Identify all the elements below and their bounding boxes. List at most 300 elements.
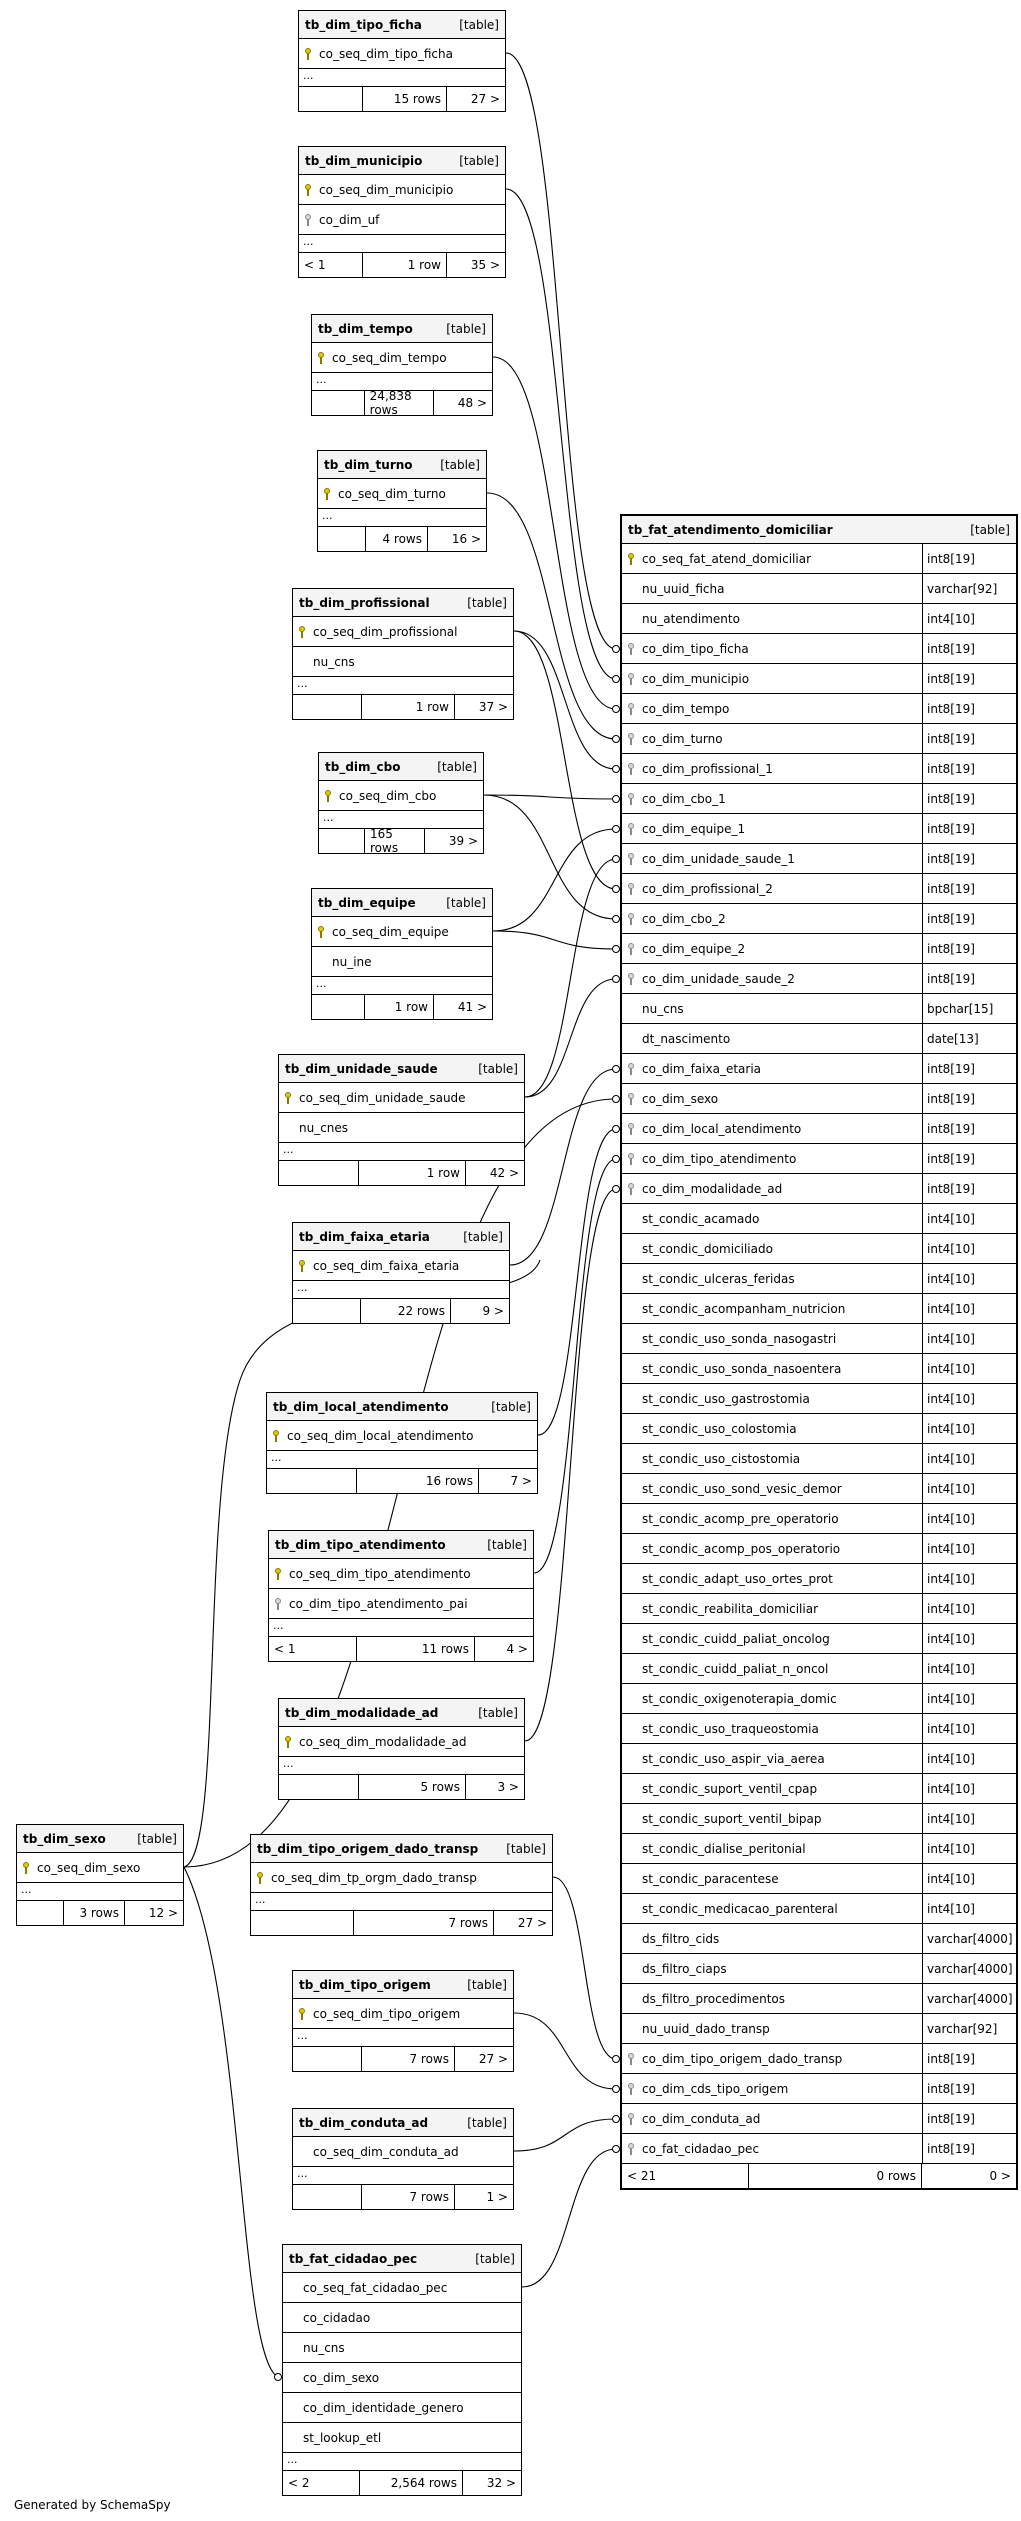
column-type: int8[19] bbox=[922, 2134, 1016, 2163]
children-count[interactable]: 1 > bbox=[486, 2190, 508, 2204]
table-tb_dim_profissional[interactable] bbox=[292, 588, 514, 720]
column-name: co_dim_faixa_etaria bbox=[642, 1061, 762, 1076]
column-name: st_condic_cuidd_paliat_oncolog bbox=[642, 1631, 830, 1646]
row-count[interactable]: 1 row bbox=[362, 695, 455, 719]
column-row[interactable] bbox=[293, 647, 513, 677]
column-row[interactable] bbox=[622, 2134, 1016, 2164]
column-row[interactable] bbox=[622, 1354, 1016, 1384]
more-columns-ellipsis: ... bbox=[299, 235, 505, 253]
column-name: co_dim_municipio bbox=[642, 671, 750, 686]
column-row[interactable] bbox=[622, 814, 1016, 844]
column-row[interactable] bbox=[622, 724, 1016, 754]
table-footer bbox=[293, 2185, 513, 2209]
children-count[interactable]: 7 > bbox=[510, 1474, 532, 1488]
column-name: dt_nascimento bbox=[642, 1031, 731, 1046]
column-name: co_dim_uf bbox=[319, 212, 380, 227]
table-tb_dim_cbo[interactable] bbox=[318, 752, 484, 854]
column-row[interactable] bbox=[622, 1414, 1016, 1444]
row-count[interactable]: 1 row bbox=[359, 1161, 466, 1185]
column-name: co_dim_cbo_2 bbox=[642, 911, 726, 926]
parents-count[interactable] bbox=[279, 1775, 359, 1799]
children-count[interactable]: 37 > bbox=[478, 700, 508, 714]
column-row[interactable] bbox=[312, 947, 492, 977]
column-row[interactable] bbox=[622, 1084, 1016, 1114]
row-count[interactable]: 165 rows bbox=[365, 829, 425, 853]
column-row[interactable] bbox=[269, 1589, 533, 1619]
parents-count[interactable] bbox=[293, 695, 362, 719]
column-row[interactable] bbox=[622, 1144, 1016, 1174]
table-type-tag: [table] bbox=[487, 1537, 527, 1552]
column-row[interactable] bbox=[622, 634, 1016, 664]
column-row[interactable] bbox=[622, 964, 1016, 994]
column-row[interactable] bbox=[622, 1564, 1016, 1594]
table-tb_fat_cidadao_pec[interactable] bbox=[282, 2244, 522, 2496]
relationship-end-marker bbox=[613, 676, 620, 683]
column-row[interactable] bbox=[622, 844, 1016, 874]
table-tb_dim_modalidade_ad[interactable] bbox=[278, 1698, 525, 1800]
column-row[interactable] bbox=[312, 917, 492, 947]
row-count[interactable]: 24,838 rows bbox=[365, 391, 434, 415]
column-row[interactable] bbox=[622, 754, 1016, 784]
table-tb_dim_municipio[interactable] bbox=[298, 146, 506, 278]
foreign-key-icon bbox=[622, 883, 640, 895]
column-name: st_condic_uso_sonda_nasogastri bbox=[642, 1331, 837, 1346]
column-row[interactable] bbox=[622, 574, 1016, 604]
primary-key-icon bbox=[312, 352, 330, 364]
table-header[interactable] bbox=[267, 1393, 537, 1421]
column-name: co_seq_dim_unidade_saude bbox=[299, 1090, 466, 1105]
column-row[interactable] bbox=[622, 1054, 1016, 1084]
foreign-key-icon bbox=[622, 1153, 640, 1165]
primary-key-icon bbox=[293, 1260, 311, 1272]
column-row[interactable] bbox=[622, 1204, 1016, 1234]
column-row[interactable] bbox=[622, 1654, 1016, 1684]
column-name: co_seq_fat_atend_domiciliar bbox=[642, 551, 812, 566]
children-count[interactable]: 27 > bbox=[470, 92, 500, 106]
table-tb_dim_unidade_saude[interactable] bbox=[278, 1054, 525, 1186]
table-header[interactable] bbox=[293, 589, 513, 617]
relationship-line bbox=[506, 189, 616, 679]
children-count[interactable]: 27 > bbox=[478, 2052, 508, 2066]
table-name[interactable]: tb_fat_atendimento_domiciliar bbox=[628, 522, 833, 537]
relationship-end-marker bbox=[613, 736, 620, 743]
column-row[interactable] bbox=[622, 1864, 1016, 1894]
column-name: co_dim_tipo_atendimento_pai bbox=[289, 1596, 468, 1611]
table-type-tag: [table] bbox=[467, 2115, 507, 2130]
relationship-end-marker bbox=[613, 706, 620, 713]
column-name: st_condic_domiciliado bbox=[642, 1241, 773, 1256]
column-row[interactable] bbox=[293, 2137, 513, 2167]
column-row[interactable] bbox=[269, 1559, 533, 1589]
column-row[interactable] bbox=[622, 1384, 1016, 1414]
column-row[interactable] bbox=[283, 2333, 521, 2363]
table-header[interactable] bbox=[312, 315, 492, 343]
column-type: int4[10] bbox=[922, 1294, 1016, 1323]
column-row[interactable] bbox=[622, 1024, 1016, 1054]
column-name: co_dim_local_atendimento bbox=[642, 1121, 802, 1136]
children-count[interactable]: 41 > bbox=[457, 1000, 487, 1014]
relationship-line bbox=[553, 1877, 616, 2059]
primary-key-icon bbox=[622, 553, 640, 565]
column-row[interactable] bbox=[622, 1294, 1016, 1324]
relationship-end-marker bbox=[613, 886, 620, 893]
parents-count[interactable] bbox=[312, 391, 365, 415]
row-count[interactable]: 1 row bbox=[363, 253, 448, 277]
column-row[interactable] bbox=[283, 2423, 521, 2453]
column-row[interactable] bbox=[622, 1324, 1016, 1354]
relationship-line bbox=[514, 2119, 616, 2151]
column-name: co_dim_sexo bbox=[303, 2370, 380, 2385]
table-header[interactable] bbox=[299, 147, 505, 175]
column-row[interactable] bbox=[622, 694, 1016, 724]
table-header[interactable] bbox=[299, 11, 505, 39]
table-name[interactable]: tb_dim_tipo_origem bbox=[299, 1977, 431, 1992]
column-row[interactable] bbox=[622, 904, 1016, 934]
column-row[interactable] bbox=[622, 1174, 1016, 1204]
children-count[interactable]: 32 > bbox=[486, 2476, 516, 2490]
column-row[interactable] bbox=[279, 1727, 524, 1757]
table-header[interactable] bbox=[319, 753, 483, 781]
column-row[interactable] bbox=[622, 784, 1016, 814]
foreign-key-icon bbox=[622, 673, 640, 685]
table-tb_dim_tipo_origem[interactable] bbox=[292, 1970, 514, 2072]
row-count[interactable]: 2,564 rows bbox=[360, 2471, 463, 2495]
table-name[interactable]: tb_dim_tipo_origem_dado_transp bbox=[257, 1841, 479, 1856]
column-row[interactable] bbox=[622, 1234, 1016, 1264]
table-name[interactable]: tb_dim_turno bbox=[324, 457, 413, 472]
row-count[interactable]: 16 rows bbox=[357, 1469, 479, 1493]
relationship-line bbox=[538, 1129, 616, 1435]
table-type-tag: [table] bbox=[459, 153, 499, 168]
column-type: int4[10] bbox=[922, 1834, 1016, 1863]
column-name: co_dim_unidade_saude_1 bbox=[642, 851, 795, 866]
table-name[interactable]: tb_fat_cidadao_pec bbox=[289, 2251, 418, 2266]
table-tb_dim_tipo_origem_dado_transp[interactable] bbox=[250, 1834, 553, 1936]
column-row[interactable] bbox=[319, 781, 483, 811]
foreign-key-icon bbox=[622, 973, 640, 985]
table-header[interactable] bbox=[269, 1531, 533, 1559]
table-type-tag: [table] bbox=[970, 522, 1010, 537]
row-count[interactable]: 4 rows bbox=[366, 527, 428, 551]
column-name: st_condic_oxigenoterapia_domic bbox=[642, 1691, 837, 1706]
table-footer bbox=[299, 253, 505, 277]
table-header[interactable] bbox=[293, 2109, 513, 2137]
foreign-key-icon bbox=[622, 1183, 640, 1195]
column-row[interactable] bbox=[283, 2363, 521, 2393]
column-row[interactable] bbox=[622, 1984, 1016, 2014]
table-tb_fat_atendimento_domiciliar[interactable] bbox=[620, 514, 1018, 2190]
column-type: int4[10] bbox=[922, 1264, 1016, 1293]
column-row[interactable] bbox=[622, 1474, 1016, 1504]
primary-key-icon bbox=[299, 184, 317, 196]
table-header[interactable] bbox=[279, 1055, 524, 1083]
table-name[interactable]: tb_dim_tipo_ficha bbox=[305, 17, 422, 32]
column-type: int8[19] bbox=[922, 904, 1016, 933]
column-row[interactable] bbox=[299, 175, 505, 205]
column-row[interactable] bbox=[622, 1594, 1016, 1624]
column-type: int8[19] bbox=[922, 664, 1016, 693]
column-row[interactable] bbox=[622, 1804, 1016, 1834]
parents-count[interactable] bbox=[279, 1161, 359, 1185]
column-name: co_seq_dim_sexo bbox=[37, 1860, 141, 1875]
parents-count[interactable]: < 1 bbox=[299, 253, 363, 277]
column-type: int8[19] bbox=[922, 1174, 1016, 1203]
foreign-key-icon bbox=[622, 943, 640, 955]
column-name: co_dim_profissional_2 bbox=[642, 881, 773, 896]
parents-count[interactable] bbox=[318, 527, 366, 551]
table-name[interactable]: tb_dim_profissional bbox=[299, 595, 430, 610]
row-count[interactable]: 7 rows bbox=[362, 2047, 455, 2071]
table-footer bbox=[267, 1469, 537, 1493]
table-tb_dim_equipe[interactable] bbox=[311, 888, 493, 1020]
foreign-key-icon bbox=[622, 763, 640, 775]
table-header[interactable] bbox=[17, 1825, 183, 1853]
more-columns-ellipsis: ... bbox=[312, 373, 492, 391]
column-row[interactable] bbox=[622, 2014, 1016, 2044]
children-count[interactable]: 27 > bbox=[517, 1916, 547, 1930]
column-row[interactable] bbox=[251, 1863, 552, 1893]
table-name[interactable]: tb_dim_local_atendimento bbox=[273, 1399, 449, 1414]
parents-count[interactable] bbox=[293, 1299, 361, 1323]
relationship-end-marker bbox=[613, 2146, 620, 2153]
relationship-end-marker bbox=[613, 766, 620, 773]
children-count[interactable]: 3 > bbox=[497, 1780, 519, 1794]
children-count[interactable]: 0 > bbox=[989, 2169, 1011, 2183]
children-count[interactable]: 42 > bbox=[489, 1166, 519, 1180]
column-type: int8[19] bbox=[922, 634, 1016, 663]
primary-key-icon bbox=[318, 488, 336, 500]
relationship-line bbox=[484, 795, 616, 919]
row-count[interactable]: 15 rows bbox=[363, 87, 448, 111]
column-row[interactable] bbox=[622, 2104, 1016, 2134]
table-name[interactable]: tb_dim_cbo bbox=[325, 759, 401, 774]
column-row[interactable] bbox=[622, 1264, 1016, 1294]
column-type: int8[19] bbox=[922, 934, 1016, 963]
parents-count[interactable]: < 21 bbox=[622, 2164, 749, 2188]
row-count[interactable]: 0 rows bbox=[749, 2164, 922, 2188]
column-type: varchar[92] bbox=[922, 2014, 1016, 2043]
column-name: ds_filtro_ciaps bbox=[642, 1961, 727, 1976]
parents-count[interactable]: < 1 bbox=[269, 1637, 357, 1661]
more-columns-ellipsis: ... bbox=[299, 69, 505, 87]
table-footer bbox=[279, 1161, 524, 1185]
column-row[interactable] bbox=[622, 1924, 1016, 1954]
column-row[interactable] bbox=[293, 617, 513, 647]
foreign-key-icon bbox=[622, 703, 640, 715]
more-columns-ellipsis: ... bbox=[279, 1757, 524, 1775]
table-name[interactable]: tb_dim_tempo bbox=[318, 321, 413, 336]
column-name: nu_cns bbox=[303, 2340, 345, 2355]
table-footer bbox=[251, 1911, 552, 1935]
table-tb_dim_tempo[interactable] bbox=[311, 314, 493, 416]
foreign-key-icon bbox=[622, 793, 640, 805]
parents-count[interactable] bbox=[299, 87, 363, 111]
row-count[interactable]: 3 rows bbox=[64, 1901, 125, 1925]
table-header[interactable] bbox=[293, 1971, 513, 1999]
column-row[interactable] bbox=[622, 1954, 1016, 1984]
column-row[interactable] bbox=[622, 1894, 1016, 1924]
column-row[interactable] bbox=[622, 934, 1016, 964]
column-row[interactable] bbox=[622, 1504, 1016, 1534]
column-type: int8[19] bbox=[922, 1084, 1016, 1113]
column-row[interactable] bbox=[622, 1534, 1016, 1564]
column-name: co_seq_dim_tp_orgm_dado_transp bbox=[271, 1870, 477, 1885]
more-columns-ellipsis: ... bbox=[293, 1281, 509, 1299]
row-count[interactable]: 7 rows bbox=[354, 1911, 494, 1935]
table-tb_dim_local_atendimento[interactable] bbox=[266, 1392, 538, 1494]
column-type: int4[10] bbox=[922, 1864, 1016, 1893]
column-name: nu_ine bbox=[332, 954, 372, 969]
children-count[interactable]: 39 > bbox=[448, 834, 478, 848]
parents-count[interactable] bbox=[293, 2185, 362, 2209]
table-tb_dim_tipo_ficha[interactable] bbox=[298, 10, 506, 112]
table-name[interactable]: tb_dim_tipo_atendimento bbox=[275, 1537, 446, 1552]
row-count[interactable]: 22 rows bbox=[361, 1299, 451, 1323]
column-type: int4[10] bbox=[922, 1894, 1016, 1923]
children-count[interactable]: 12 > bbox=[148, 1906, 178, 1920]
column-row[interactable] bbox=[279, 1083, 524, 1113]
parents-count[interactable]: < 2 bbox=[283, 2471, 360, 2495]
column-type: int8[19] bbox=[922, 2104, 1016, 2133]
column-name: co_dim_tipo_origem_dado_transp bbox=[642, 2051, 843, 2066]
column-row[interactable] bbox=[267, 1421, 537, 1451]
column-name: co_seq_dim_tempo bbox=[332, 350, 447, 365]
table-name[interactable]: tb_dim_equipe bbox=[318, 895, 416, 910]
table-name[interactable]: tb_dim_municipio bbox=[305, 153, 423, 168]
column-row[interactable] bbox=[622, 1684, 1016, 1714]
table-type-tag: [table] bbox=[440, 457, 480, 472]
column-row[interactable] bbox=[299, 39, 505, 69]
children-count[interactable]: 16 > bbox=[451, 532, 481, 546]
table-footer bbox=[312, 391, 492, 415]
table-name[interactable]: tb_dim_faixa_etaria bbox=[299, 1229, 430, 1244]
more-columns-ellipsis: ... bbox=[279, 1143, 524, 1161]
row-count[interactable]: 11 rows bbox=[357, 1637, 475, 1661]
column-name: st_condic_uso_cistostomia bbox=[642, 1451, 801, 1466]
table-header[interactable] bbox=[318, 451, 486, 479]
parents-count[interactable] bbox=[251, 1911, 354, 1935]
table-header[interactable] bbox=[279, 1699, 524, 1727]
column-row[interactable] bbox=[312, 343, 492, 373]
column-row[interactable] bbox=[622, 1834, 1016, 1864]
parents-count[interactable] bbox=[293, 2047, 362, 2071]
table-header[interactable] bbox=[622, 516, 1016, 544]
column-row[interactable] bbox=[293, 1999, 513, 2029]
column-name: st_condic_medicacao_parenteral bbox=[642, 1901, 838, 1916]
foreign-key-icon bbox=[622, 733, 640, 745]
column-row[interactable] bbox=[622, 604, 1016, 634]
column-row[interactable] bbox=[622, 874, 1016, 904]
column-name: co_dim_tipo_atendimento bbox=[642, 1151, 797, 1166]
table-type-tag: [table] bbox=[506, 1841, 546, 1856]
relationship-line bbox=[510, 1069, 616, 1265]
table-tb_dim_tipo_atendimento[interactable] bbox=[268, 1530, 534, 1662]
table-name[interactable]: tb_dim_sexo bbox=[23, 1831, 106, 1846]
table-footer bbox=[293, 1299, 509, 1323]
primary-key-icon bbox=[267, 1430, 285, 1442]
column-row[interactable] bbox=[622, 994, 1016, 1024]
column-type: int8[19] bbox=[922, 544, 1016, 573]
relationship-end-marker bbox=[613, 1126, 620, 1133]
column-type: int4[10] bbox=[922, 1354, 1016, 1383]
column-row[interactable] bbox=[622, 1624, 1016, 1654]
table-tb_dim_conduta_ad[interactable] bbox=[292, 2108, 514, 2210]
column-name: co_seq_dim_turno bbox=[338, 486, 446, 501]
table-tb_dim_sexo[interactable] bbox=[16, 1824, 184, 1926]
foreign-key-icon bbox=[622, 2143, 640, 2155]
children-count[interactable]: 4 > bbox=[506, 1642, 528, 1656]
generated-by-label: Generated by SchemaSpy bbox=[14, 2498, 171, 2512]
column-name: co_dim_identidade_genero bbox=[303, 2400, 464, 2415]
table-footer bbox=[299, 87, 505, 111]
table-header[interactable] bbox=[312, 889, 492, 917]
column-name: st_condic_dialise_peritonial bbox=[642, 1841, 806, 1856]
column-type: int8[19] bbox=[922, 784, 1016, 813]
children-count[interactable]: 48 > bbox=[457, 396, 487, 410]
parents-count[interactable] bbox=[267, 1469, 357, 1493]
foreign-key-icon bbox=[622, 2113, 640, 2125]
table-name[interactable]: tb_dim_unidade_saude bbox=[285, 1061, 438, 1076]
column-name: st_condic_paracentese bbox=[642, 1871, 779, 1886]
table-header[interactable] bbox=[293, 1223, 509, 1251]
table-type-tag: [table] bbox=[467, 595, 507, 610]
children-count[interactable]: 35 > bbox=[470, 258, 500, 272]
column-row[interactable] bbox=[279, 1113, 524, 1143]
column-row[interactable] bbox=[283, 2393, 521, 2423]
column-row[interactable] bbox=[622, 544, 1016, 574]
column-row[interactable] bbox=[622, 664, 1016, 694]
column-row[interactable] bbox=[622, 1774, 1016, 1804]
column-row[interactable] bbox=[622, 2044, 1016, 2074]
row-count[interactable]: 1 row bbox=[365, 995, 434, 1019]
column-row[interactable] bbox=[283, 2303, 521, 2333]
table-tb_dim_turno[interactable] bbox=[317, 450, 487, 552]
table-name[interactable]: tb_dim_conduta_ad bbox=[299, 2115, 429, 2130]
parents-count[interactable] bbox=[312, 995, 365, 1019]
column-row[interactable] bbox=[318, 479, 486, 509]
row-count[interactable]: 5 rows bbox=[359, 1775, 466, 1799]
column-name: co_dim_unidade_saude_2 bbox=[642, 971, 795, 986]
table-name[interactable]: tb_dim_modalidade_ad bbox=[285, 1705, 439, 1720]
column-name: st_lookup_etl bbox=[303, 2430, 382, 2445]
primary-key-icon bbox=[251, 1872, 269, 1884]
table-header[interactable] bbox=[283, 2245, 521, 2273]
column-row[interactable] bbox=[622, 1114, 1016, 1144]
column-row[interactable] bbox=[17, 1853, 183, 1883]
table-header[interactable] bbox=[251, 1835, 552, 1863]
column-row[interactable] bbox=[293, 1251, 509, 1281]
column-row[interactable] bbox=[622, 2074, 1016, 2104]
column-name: co_seq_dim_municipio bbox=[319, 182, 454, 197]
parents-count[interactable] bbox=[319, 829, 365, 853]
column-row[interactable] bbox=[622, 1714, 1016, 1744]
more-columns-ellipsis: ... bbox=[312, 977, 492, 995]
column-row[interactable] bbox=[283, 2273, 521, 2303]
row-count[interactable]: 7 rows bbox=[362, 2185, 455, 2209]
column-row[interactable] bbox=[299, 205, 505, 235]
column-type: varchar[4000] bbox=[922, 1924, 1016, 1953]
column-row[interactable] bbox=[622, 1444, 1016, 1474]
table-tb_dim_faixa_etaria[interactable] bbox=[292, 1222, 510, 1324]
foreign-key-icon bbox=[622, 1063, 640, 1075]
column-type: int4[10] bbox=[922, 1444, 1016, 1473]
children-count[interactable]: 9 > bbox=[482, 1304, 504, 1318]
column-name: st_condic_uso_aspir_via_aerea bbox=[642, 1751, 825, 1766]
relationship-end-marker bbox=[613, 1186, 620, 1193]
parents-count[interactable] bbox=[17, 1901, 64, 1925]
relationship-line bbox=[506, 53, 616, 649]
column-row[interactable] bbox=[622, 1744, 1016, 1774]
